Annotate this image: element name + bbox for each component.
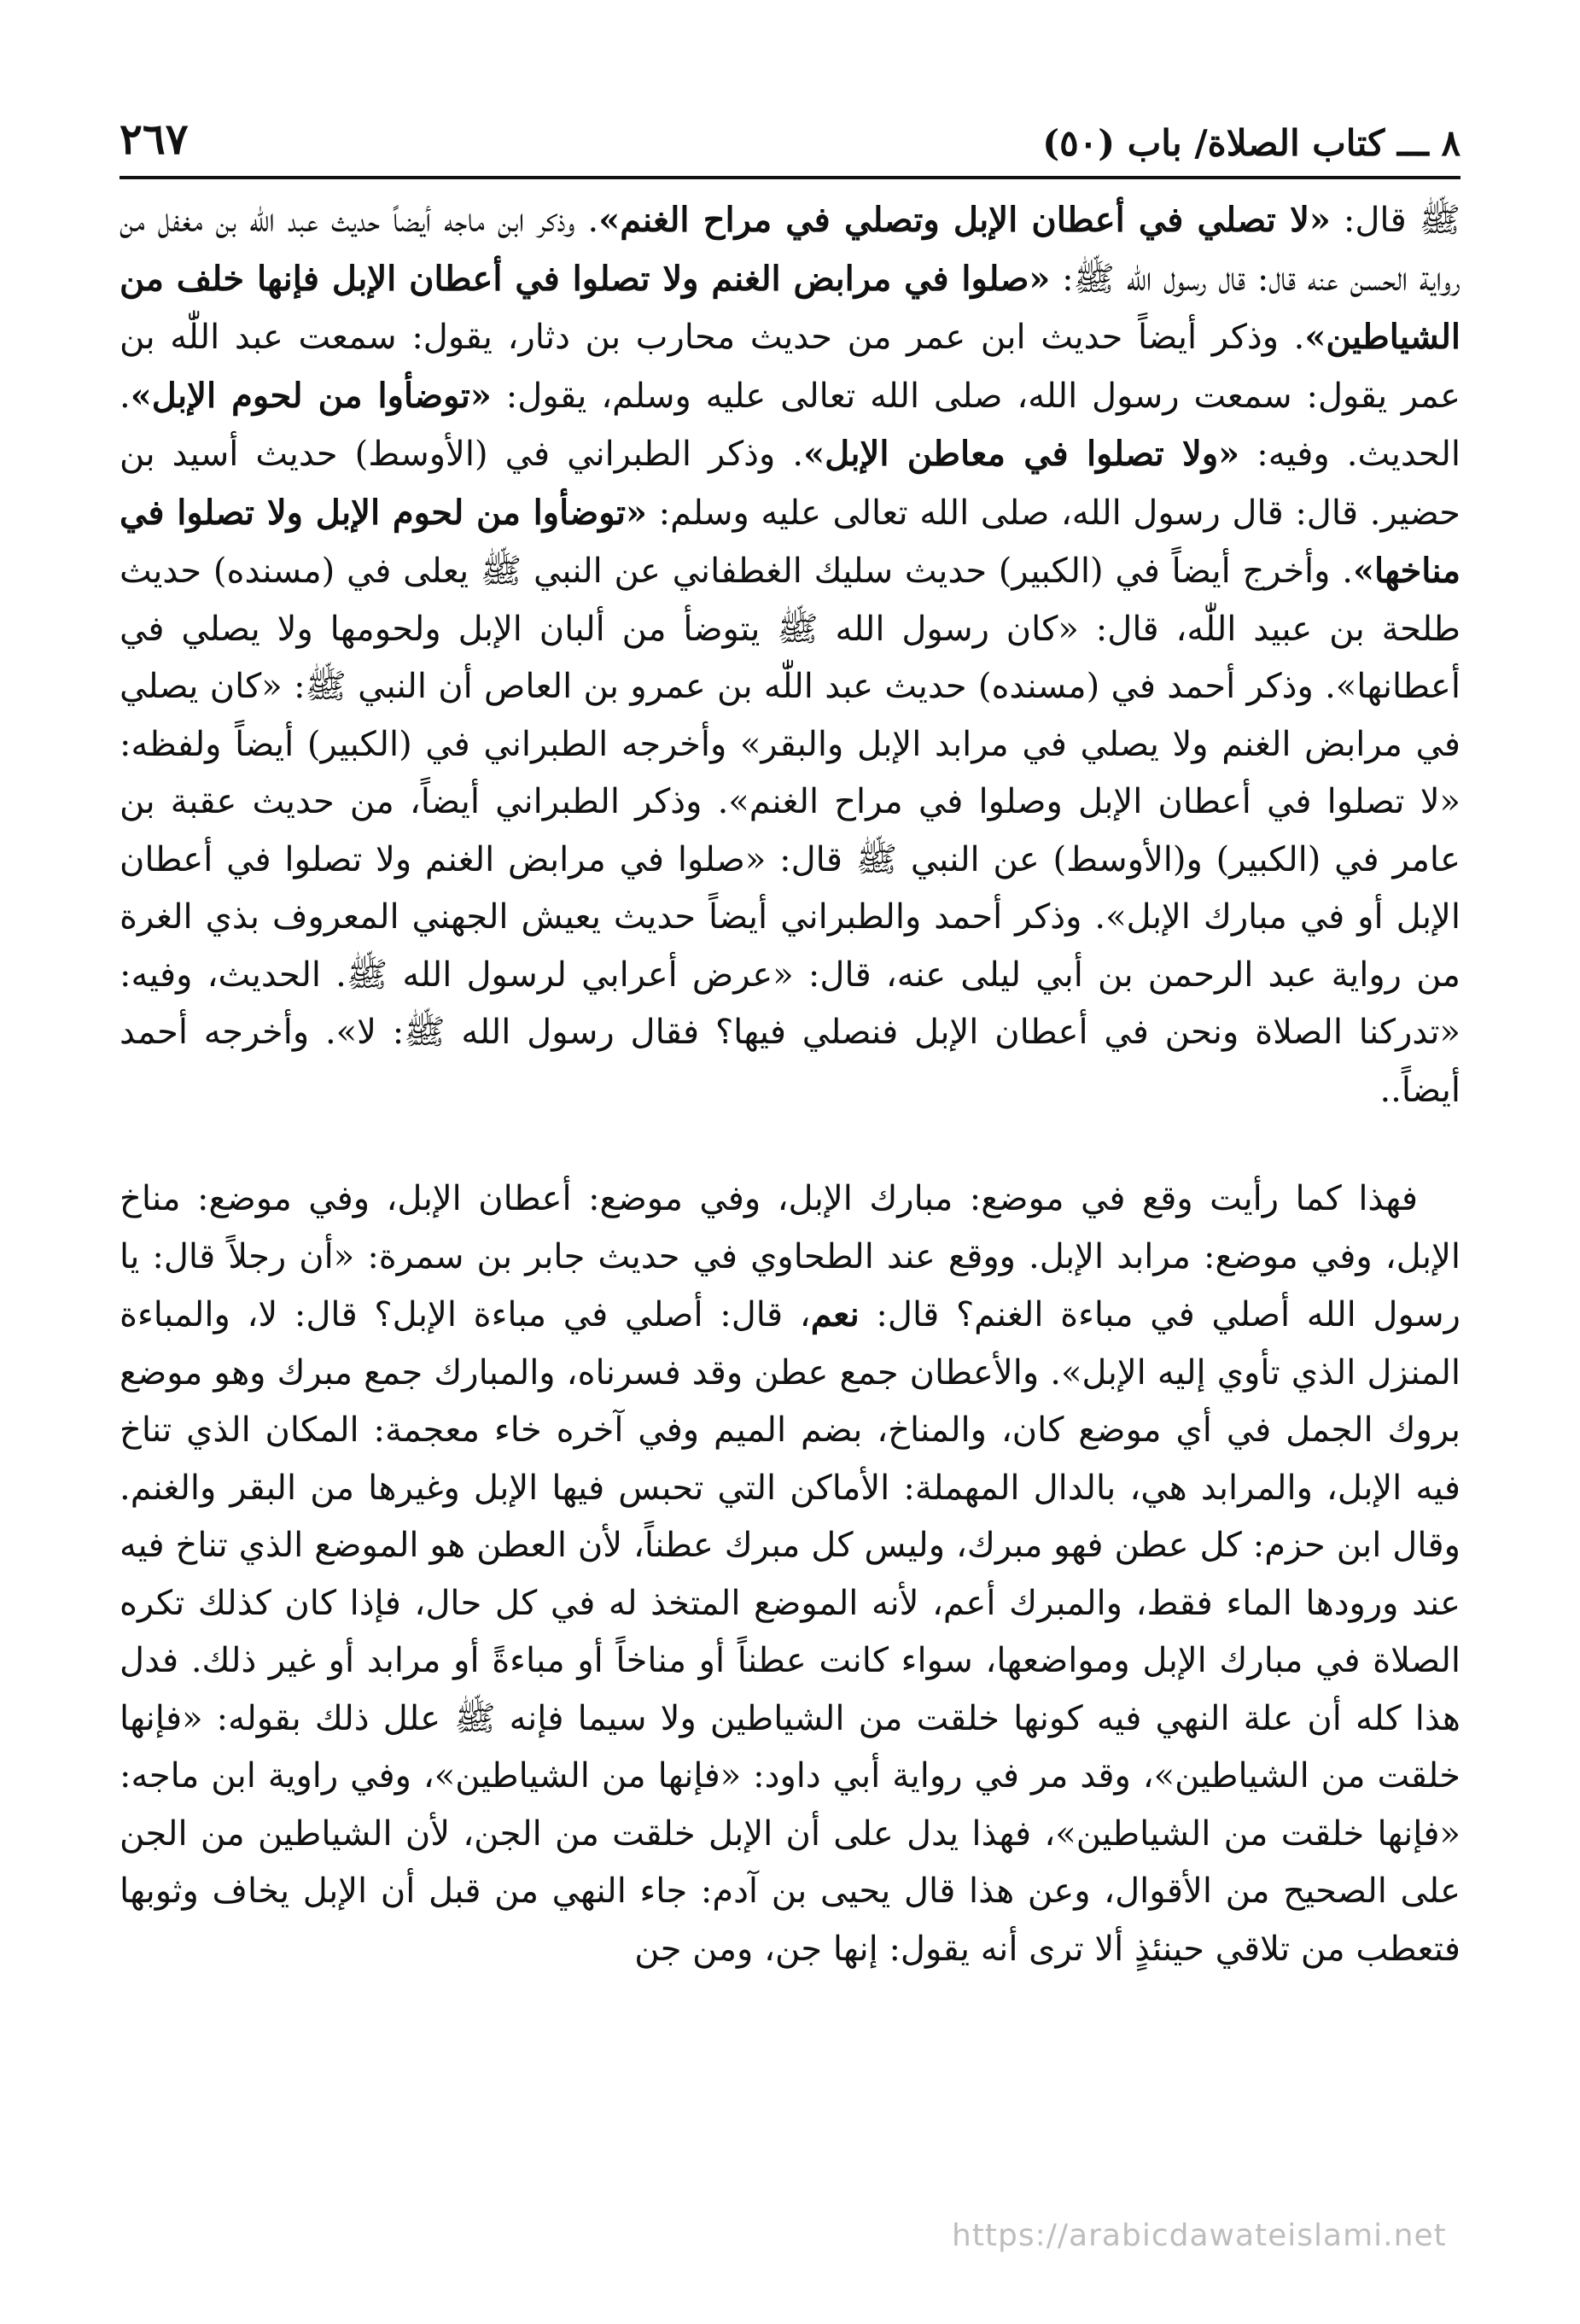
emphasized-word: نعم (810, 1294, 860, 1334)
text-segment: ، قال: أصلي في مباءة الإبل؟ قال: لا، والمباءة المنزل الذي تأوي إليه الإبل». والأعطان جمع عطن وقد فسرناه، والمبارك جمع مبرك وهو موضع بروك الجمل في أي موضع كان، والمناخ، بضم الميم وفي آخره خاء معجمة: المكان الذي تناخ فيه الإبل، والمرابد هي، بالدال المهملة: الأماكن التي تحبس فيها الإبل وغيرها من البقر والغنم. وقال ابن حزم: كل عطن فهو مبرك، وليس كل مبرك عطناً، لأن العطن هو الموضع الذي تناخ فيه عند ورودها الماء فقط، والمبرك أعم، لأنه الموضع المتخذ له في كل حال، فإذا كان كذلك تكره الصلاة في مبارك الإبل ومواضعها، سواء كانت عطناً أو مناخاً أو مباءةً أو مرابد أو غير ذلك. فدل هذا كله أن علة النهي فيه كونها خلقت من الشياطين ولا سيما فإنه ﷺ علل ذلك بقوله: «فإنها خلقت من الشياطين»، وقد مر في رواية أبي داود: «فإنها من الشياطين»، وفي راوية ابن ماجه: «فإنها خلقت من الشياطين»، فهذا يدل على أن الإبل خلقت من الجن، لأن الشياطين من الجن على الصحيح من الأقوال، وعن هذا قال يحيى بن آدم: جاء النهي من قبل أن الإبل يخاف وثوبها فتعطب من تلاقي حينئذٍ ألا ترى أنه يقول: إنها جن، ومن جن (120, 1295, 1461, 1969)
body-text (120, 191, 1460, 1978)
paragraph (120, 191, 1460, 1119)
hadith-quote: «ولا تصلوا في معاطن الإبل» (803, 434, 1240, 474)
text-segment: ﷺ قال: (1330, 201, 1460, 240)
paragraph (120, 1171, 1460, 1978)
text-segment: فهذا كما رأيت وقع في موضع: مبارك الإبل، وفي موضع: أعطان الإبل، وفي موضع: مناخ الإبل، وفي موضع: مرابد الإبل. ووقع عند الطحاوي في حديث جابر بن سمرة: «أن رجلاً قال: يا رسول الله أصلي في مباءة الغنم؟ قال: (120, 1179, 1460, 1334)
text-segment: . وأخرج أيضاً في (الكبير) حديث سليك الغطفاني عن النبي ﷺ يعلى في (مسنده) حديث طلحة بن عبيد اللّٰه، قال: «كان رسول الله ﷺ يتوضأ من ألبان الإبل ولحومها ولا يصلي في أعطانها». وذكر أحمد في (مسنده) حديث عبد اللّٰه بن عمرو بن العاص أن النبي ﷺ: «كان يصلي في مرابض الغنم ولا يصلي في مرابد الإبل والبقر» وأخرجه الطبراني في (الكبير) أيضاً ولفظه: «لا تصلوا في أعطان الإبل وصلوا في مراح الغنم». وذكر الطبراني أيضاً، من حديث عقبة بن عامر في (الكبير) و(الأوسط) عن النبي ﷺ قال: «صلوا في مرابض الغنم ولا تصلوا في أعطان الإبل أو في مبارك الإبل». وذكر أحمد والطبراني أيضاً حديث يعيش الجهني المعروف بذي الغرة من رواية عبد الرحمن بن أبي ليلى عنه، قال: «عرض أعرابي لرسول الله ﷺ. الحديث، وفيه: «تدركنا الصلاة ونحن في أعطان الإبل فنصلي فيها؟ فقال رسول الله ﷺ: لا». وأخرجه أحمد أيضاً.. (120, 552, 1460, 1110)
watermark-url: https://arabicdawateislami.net (952, 2218, 1447, 2253)
page-number: ٢٦٧ (120, 114, 189, 164)
text-segment: . وذكر الطبراني في (الأوسط) حديث أسيد بن حضير. قال: قال رسول الله، صلى الله تعالى عليه وسلم: (120, 435, 1461, 533)
hadith-quote: «توضأوا من لحوم الإبل ولا تصلوا في مناخها» (120, 492, 1460, 591)
book-page (120, 111, 1460, 2263)
hadith-quote: «صلوا في مرابض الغنم ولا تصلوا في أعطان الإبل فإنها خلف من الشياطين» (120, 258, 1460, 357)
running-header (120, 111, 1460, 179)
running-title: ٨ ـــ كتاب الصلاة/ باب (٥٠) (1042, 122, 1460, 164)
hadith-quote: «لا تصلي في أعطان الإبل وتصلي في مراح الغنم» (598, 200, 1331, 240)
hadith-quote: «توضأوا من لحوم الإبل» (130, 375, 492, 416)
text-segment: . وذكر أيضاً حديث ابن عمر من حديث محارب بن دثار، يقول: سمعت عبد اللّٰه بن عمر يقول: سمعت رسول الله، صلى الله تعالى عليه وسلم، يقول: (120, 318, 1460, 416)
text-segment: . وذكر ابن ماجه أيضاً حديث عبد اللّٰه بن مغفل من رواية الحسن عنه قال: قال رسول الله ﷺ: (120, 201, 1460, 299)
text-segment: . الحديث. وفيه: (120, 376, 1460, 474)
